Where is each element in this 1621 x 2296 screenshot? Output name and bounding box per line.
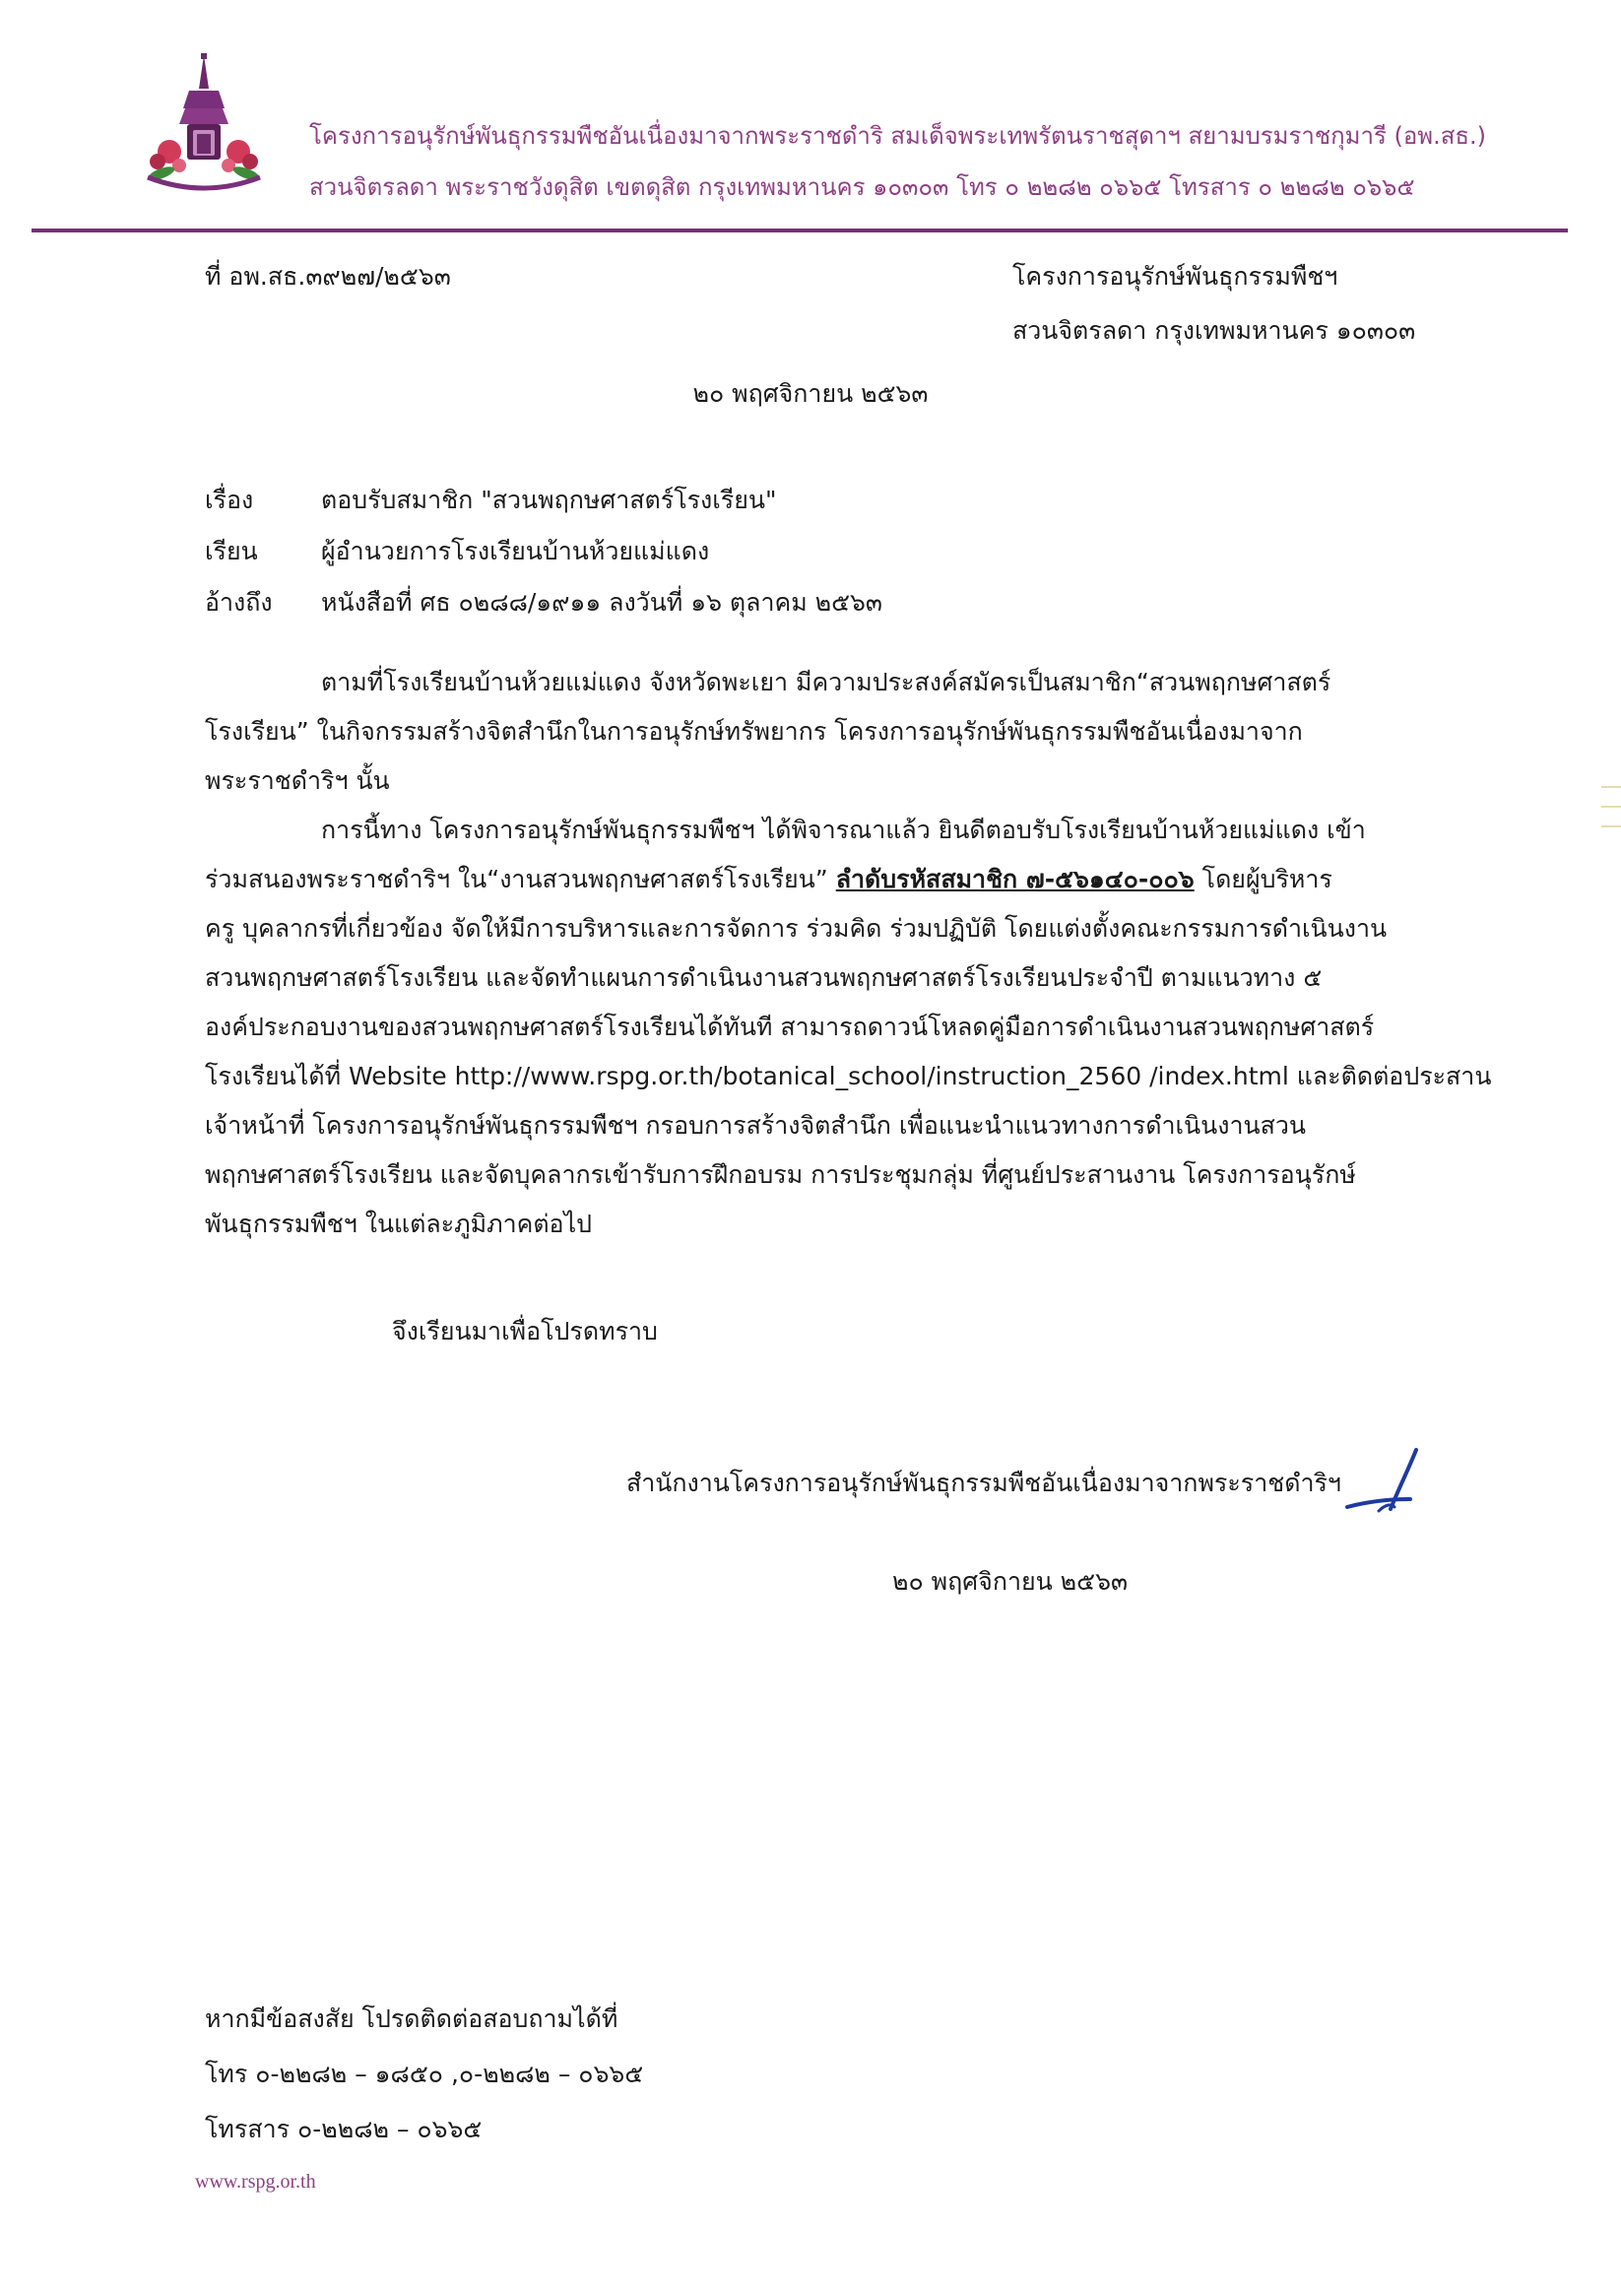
paragraph-2: [205, 806, 1492, 1249]
rspg-logo: [140, 51, 268, 199]
reference-label: อ้างถึง: [205, 588, 273, 617]
paragraph-2-line: โรงเรียนได้ที่ Website http://www.rspg.or.th/botanical_school/instruction_2560 /index.html และติดต่อประสาน: [205, 1062, 1492, 1090]
sender-address: [1012, 249, 1415, 358]
paragraph-2-text: ร่วมสนองพระราชดำริฯ ใน“งานสวนพฤกษศาสตร์โรงเรียน”: [205, 865, 828, 893]
signatory-office: สำนักงานโครงการอนุรักษ์พันธุกรรมพืชอันเนื่องมาจากพระราชดำริฯ: [626, 1469, 1341, 1497]
sender-line-2: สวนจิตรลดา กรุงเทพมหานคร ๑๐๓๐๓: [1012, 316, 1416, 345]
signature-mark: [1339, 1442, 1438, 1521]
scan-margin-mark: [1601, 786, 1621, 788]
paragraph-2-line: [205, 855, 1428, 904]
sender-line-1: โครงการอนุรักษ์พันธุกรรมพืชฯ: [1012, 262, 1338, 291]
closing-text: จึงเรียนมาเพื่อโปรดทราบ: [392, 1317, 658, 1345]
reference-row: [205, 575, 882, 629]
contact-intro: หากมีข้อสงสัย โปรดติดต่อสอบถามได้ที่: [205, 2004, 618, 2033]
recipient-label: เรียน: [205, 537, 258, 565]
paragraph-2-line: สวนพฤกษศาสตร์โรงเรียน และจัดทำแผนการดำเนินงานสวนพฤกษศาสตร์โรงเรียนประจำปี ตามแนวทาง ๕: [205, 963, 1323, 992]
footer-website: www.rspg.or.th: [195, 2171, 316, 2193]
paragraph-2-line: การนี้ทาง โครงการอนุรักษ์พันธุกรรมพืชฯ ได้พิจารณาแล้ว ยินดีตอบรับโรงเรียนบ้านห้วยแม่แดง เข้า: [321, 816, 1366, 844]
subject-label: เรื่อง: [205, 486, 254, 514]
paragraph-1-line: ตามที่โรงเรียนบ้านห้วยแม่แดง จังหวัดพะเยา มีความประสงค์สมัครเป็นสมาชิก“สวนพฤกษศาสตร์: [321, 668, 1331, 696]
paragraph-1-line: โรงเรียน” ในกิจกรรมสร้างจิตสำนึกในการอนุรักษ์ทรัพยากร โครงการอนุรักษ์พันธุกรรมพืชอันเนื่องมาจาก: [205, 717, 1303, 746]
reference-text: หนังสือที่ ศธ ๐๒๘๘/๑๙๑๑ ลงวันที่ ๑๖ ตุลาคม ๒๕๖๓: [321, 588, 883, 617]
recipient-text: ผู้อำนวยการโรงเรียนบ้านห้วยแม่แดง: [321, 537, 710, 565]
paragraph-2-line: เจ้าหน้าที่ โครงการอนุรักษ์พันธุกรรมพืชฯ กรอบการสร้างจิตสำนึก เพื่อแนะนำแนวทางการดำเนินงานสวน: [205, 1111, 1306, 1140]
paragraph-2-line: องค์ประกอบงานของสวนพฤกษศาสตร์โรงเรียนได้ทันที สามารถดาวน์โหลดคู่มือการดำเนินงานสวนพฤกษศาสตร์: [205, 1013, 1375, 1041]
scan-margin-mark: [1601, 825, 1621, 827]
letter-date: ๒๐ พฤศจิกายน ๒๕๖๓: [692, 379, 929, 408]
paragraph-2-line: พฤกษศาสตร์โรงเรียน และจัดบุคลากรเข้ารับการฝึกอบรม การประชุมกลุ่ม ที่ศูนย์ประสานงาน โครงการอนุรักษ์: [205, 1160, 1356, 1189]
letterhead-divider: [32, 229, 1568, 232]
contact-info: [205, 1992, 643, 2157]
signature-date: ๒๐ พฤศจิกายน ๒๕๖๓: [892, 1567, 1129, 1596]
paragraph-2-line: ครู บุคลากรที่เกี่ยวข้อง จัดให้มีการบริหารและการจัดการ ร่วมคิด ร่วมปฏิบัติ โดยแต่งตั้งคณะกรรมการดำเนินงาน: [205, 914, 1388, 943]
document-number: ที่ อพ.สธ.๓๙๒๗/๒๕๖๓: [205, 262, 451, 291]
contact-fax: โทรสาร ๐-๒๒๘๒ – ๐๖๖๕: [205, 2115, 483, 2143]
letterhead-address: สวนจิตรลดา พระราชวังดุสิต เขตดุสิต กรุงเทพมหานคร ๑๐๓๐๓ โทร ๐ ๒๒๘๒ ๐๖๖๕ โทรสาร ๐ ๒๒๘๒ ๐๖๖๕: [309, 173, 1415, 201]
letterhead-org: โครงการอนุรักษ์พันธุกรรมพืชอันเนื่องมาจากพระราชดำริ สมเด็จพระเทพรัตนราชสุดาฯ สยามบรมราชกุมารี (อพ.สธ.): [309, 122, 1486, 150]
letterhead-text: [309, 110, 1486, 213]
paragraph-1-line: พระราชดำริฯ นั้น: [205, 766, 390, 795]
paragraph-2-line: พันธุกรรมพืชฯ ในแต่ละภูมิภาคต่อไป: [205, 1210, 593, 1238]
paragraph-2-text: โดยผู้บริหาร: [1201, 865, 1332, 893]
recipient-row: [205, 524, 709, 578]
subject-row: [205, 473, 776, 527]
contact-phone: โทร ๐-๒๒๘๒ – ๑๘๕๐ ,๐-๒๒๘๒ – ๐๖๖๕: [205, 2060, 644, 2088]
scan-margin-mark: [1601, 806, 1621, 808]
paragraph-1: [205, 658, 1428, 806]
subject-text: ตอบรับสมาชิก "สวนพฤกษศาสตร์โรงเรียน": [321, 486, 777, 514]
member-code: ลำดับรหัสสมาชิก ๗-๕๖๑๔๐-๐๐๖: [835, 865, 1195, 893]
